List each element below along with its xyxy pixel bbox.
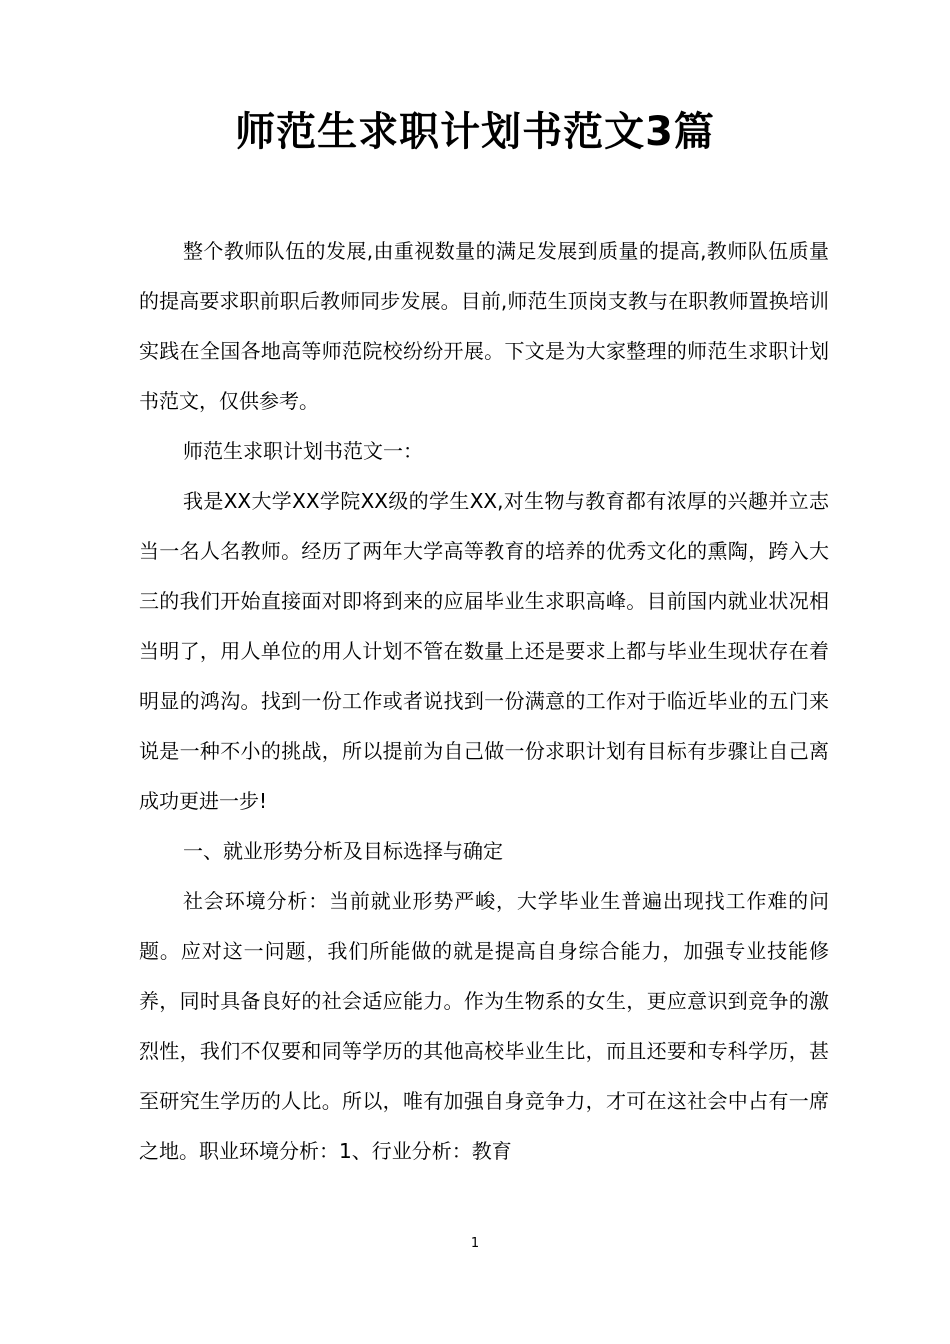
paragraph-section-heading: 师范生求职计划书范文一： [183, 439, 423, 463]
document-title: 师范生求职计划书范文3篇 [235, 109, 715, 155]
paragraph-self-introduction: 我是XX大学XX学院XX级的学生XX,对生物与教育都有浓厚的兴趣并立志当一名人名教师。经历了两年大学高等教育的培养的优秀文化的熏陶，跨入大三的我们开始直接面对即将到来的应届毕业生求职高峰。目前国内就业状况相当明了，用人单位的用人计划不管在数量上还是要求上都与毕业生现状存在着明显的鸿沟。找到一份工作或者说找到一份满意的工作对于临近毕业的五门来说是一种不小的挑战，所以提前为自己做一份求职计划有目标有步骤让自己离成功更进一步! [139, 489, 829, 813]
document-body [139, 226, 829, 1176]
page-number: 1 [470, 1236, 480, 1251]
paragraph-intro: 整个教师队伍的发展,由重视数量的满足发展到质量的提高,教师队伍质量的提高要求职前职后教师同步发展。目前,师范生顶岗支教与在职教师置换培训实践在全国各地高等师范院校纷纷开展。下文是为大家整理的师范生求职计划书范文，仅供参考。 [139, 239, 829, 413]
paragraph-environment-analysis: 社会环境分析：当前就业形势严峻，大学毕业生普遍出现找工作难的问题。应对这一问题，我们所能做的就是提高自身综合能力，加强专业技能修养，同时具备良好的社会适应能力。作为生物系的女生，更应意识到竞争的激烈性，我们不仅要和同等学历的其他高校毕业生比，而且还要和专科学历，甚至研究生学历的人比。所以，唯有加强自身竞争力，才可在这社会中占有一席之地。职业环境分析：1、行业分析：教育 [139, 889, 829, 1163]
paragraph-subheading: 一、就业形势分析及目标选择与确定 [183, 839, 503, 863]
